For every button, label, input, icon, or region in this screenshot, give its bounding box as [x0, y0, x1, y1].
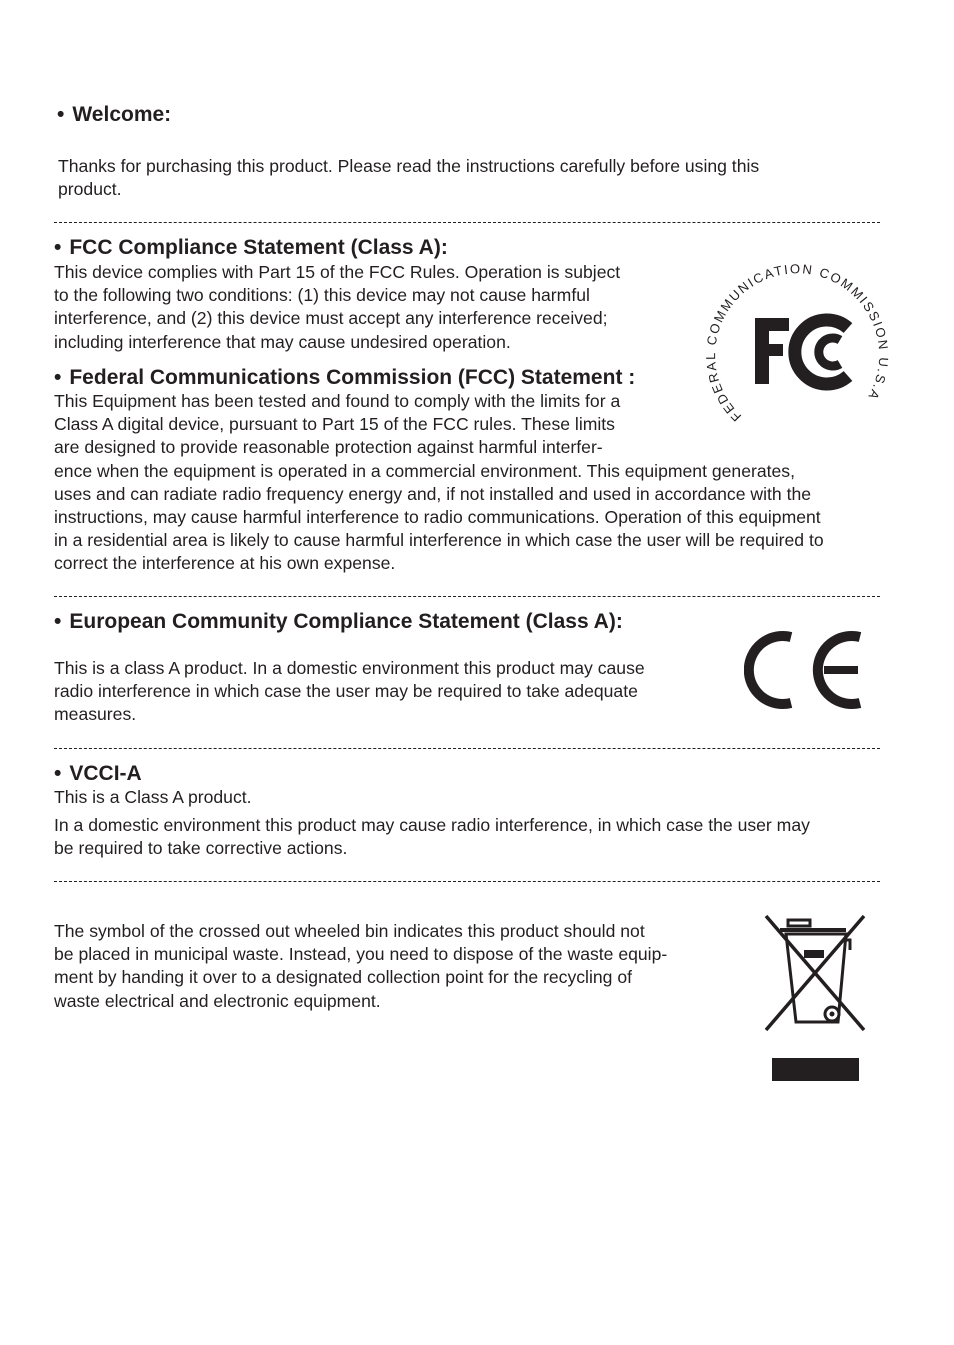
fcc-ring-text: FEDERAL COMMUNICATION COMMISSION U.S.A: [703, 261, 892, 425]
vcci-heading: • VCCI-A: [54, 762, 142, 785]
divider: [54, 596, 880, 597]
ce-mark-icon: [744, 626, 866, 714]
ec-text: This is a class A product. In a domestic environment this product may cause radio interference in which case the user may be required to take adequate measures.: [54, 658, 645, 725]
ec-heading: • European Community Compliance Statement (Class A):: [54, 610, 623, 633]
fcc-compliance-text: This device complies with Part 15 of the FCC Rules. Operation is subject to the following two conditions: (1) this device may not cause harmful interference, and (2) this device must accept any interference received; including interference that may cause undesired operation.: [54, 262, 621, 352]
welcome-text: Thanks for purchasing this product. Please read the instructions carefully before using this product.: [58, 156, 760, 200]
fcc-compliance-heading: • FCC Compliance Statement (Class A):: [54, 236, 448, 259]
bullet: •: [57, 103, 65, 126]
divider: [54, 748, 880, 749]
fcc-statement-text: This Equipment has been tested and found to comply with the limits for a Class A digital device, pursuant to Part 15 of the FCC rules. These limits are designed to provide reasonable protection against harmful interfer- ence when the equipment is operated in a commercial environment. This equipment generates, uses and can radiate radio frequency energy and, if not installed and used in accordance with the instructions, may cause harmful interference to radio communications. Operation of this equipment in a residential area is likely to cause harmful interference in which case the user will be required to correct the interference at his own expense.: [54, 391, 824, 574]
weee-text: The symbol of the crossed out wheeled bin indicates this product should not be placed in municipal waste. Instead, you need to dispose of the waste equip- ment by handing it over to a designated collection point for the recycling of waste electrical and electronic equipment.: [54, 921, 668, 1011]
crossed-bin-icon: [760, 910, 870, 1085]
fcc-statement-heading: • Federal Communications Commission (FCC) Statement :: [54, 366, 636, 389]
divider: [54, 222, 880, 223]
divider: [54, 881, 880, 882]
welcome-heading: • Welcome:: [57, 103, 172, 126]
vcci-line: This is a Class A product.: [54, 787, 252, 807]
vcci-text: In a domestic environment this product may cause radio interference, in which case the user may be required to take corrective actions.: [54, 815, 810, 859]
